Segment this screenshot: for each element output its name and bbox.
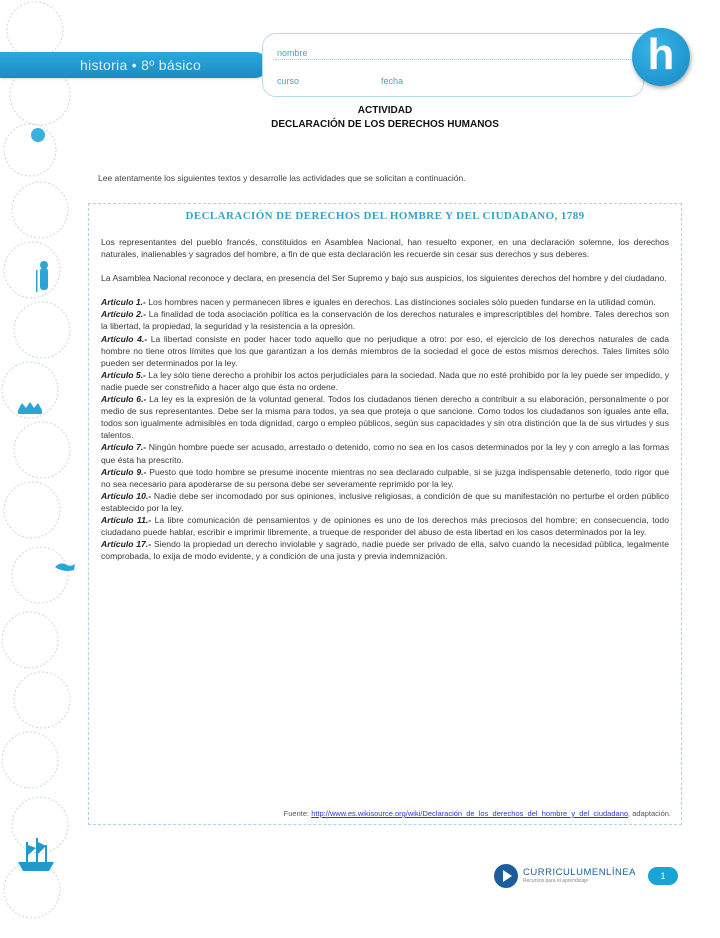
article-paragraph bbox=[101, 514, 669, 538]
article-text: La ley es la expresión de la voluntad general. Todos los ciudadanos tienen derecho a contribuir a su elaboración, personalmente o por medio de sus representantes. Debe ser la misma para todos, ya sea que proteja o que sancione. Como todos los ciudadanos son iguales ante ella, todos son igualmente admisibles en toda dignidad, cargo o empleo públicos, según sus capacidades y sin otra distinción que la de sus virtudes y sus talentos. bbox=[101, 394, 669, 441]
globe-icon bbox=[31, 128, 45, 142]
article-paragraph bbox=[101, 538, 669, 562]
brand-subtitle: Recursos para el aprendizaje bbox=[523, 877, 589, 884]
article-text: La libertad consiste en poder hacer todo aquello que no perjudique a otro: por eso, el ejercicio de los derechos naturales de cada hombre no tiene otros límites que los que garantizan a los demás miembros de la sociedad el goce de estos mismos derechos. Tales límites sólo pueden ser determinados por la ley. bbox=[101, 333, 669, 368]
article-label: Artículo 9.- bbox=[101, 466, 147, 477]
source-content bbox=[89, 222, 681, 562]
article-label: Artículo 4.- bbox=[101, 333, 148, 344]
bird-icon bbox=[55, 563, 75, 571]
article-label: Artículo 5.- bbox=[101, 369, 146, 380]
date-label: fecha bbox=[381, 76, 404, 86]
explorer-figure-icon bbox=[36, 261, 48, 292]
article-paragraph bbox=[101, 296, 669, 308]
article-paragraph bbox=[101, 393, 669, 441]
article-label: Artículo 10.- bbox=[101, 490, 152, 501]
article-paragraph bbox=[101, 441, 669, 465]
article-paragraph bbox=[101, 466, 669, 490]
article-label: Artículo 6.- bbox=[101, 394, 147, 405]
article-paragraph bbox=[101, 369, 669, 393]
source-title: DECLARACIÓN DE DERECHOS DEL HOMBRE Y DEL CIUDADANO, 1789 bbox=[185, 210, 585, 222]
article-label: Artículo 2.- bbox=[101, 309, 147, 320]
intro-paragraph: La Asamblea Nacional reconoce y declara, en presencia del Ser Supremo y bajo sus auspicios, los siguientes derechos del hombre y del ciudadano. bbox=[101, 273, 667, 284]
historia-logo: h bbox=[632, 28, 690, 86]
intro-paragraph: Los representantes del pueblo francés, constituidos en Asamblea Nacional, han resuelto exponer, en una declaración solemne, los derechos naturales, inalienables y sagrados del hombre, a fin de que esta declaración les recuerde sin cesar sus derechos y sus deberes. bbox=[101, 237, 669, 260]
source-citation bbox=[284, 809, 671, 818]
source-prefix: Fuente: bbox=[283, 809, 310, 818]
article-text: Nadie debe ser incomodado por sus opiniones, inclusive religiosas, a condición de que su manifestación no perturbe el orden público establecido por la ley. bbox=[101, 490, 669, 513]
swirl-pattern-icon bbox=[0, 0, 80, 933]
article-label: Artículo 11.- bbox=[101, 514, 152, 525]
article-text: Ningún hombre puede ser acusado, arrestado o detenido, como no sea en los casos determinados por la ley y con arreglo a las formas que ésta ha prescrito. bbox=[101, 442, 669, 465]
decorative-side-border bbox=[0, 0, 80, 933]
course-label: curso bbox=[277, 76, 300, 86]
article-paragraph bbox=[101, 490, 669, 514]
activity-title-line2: DECLARACIÓN DE LOS DERECHOS HUMANOS bbox=[271, 119, 499, 130]
article-text: La libre comunicación de pensamientos y de opiniones es uno de los derechos más preciosos del hombre; en consecuencia, todo ciudadano puede hablar, escribir e imprimir libremente, a trueque de responder del abuso de esta libertad en los casos determinados por la ley. bbox=[101, 514, 669, 538]
article-text: Los hombres nacen y permanecen libres e iguales en derechos. Las distinciones sociales sólo pueden fundarse en la utilidad común. bbox=[145, 297, 656, 308]
source-link[interactable]: http://www.es.wikisource.org/wiki/Declaración_de_los_derechos_del_hombre_y_del_ciudadano bbox=[311, 809, 629, 818]
article-text: Siendo la propiedad un derecho inviolable y sagrado, nadie puede ser privado de ella, salvo cuando la necesidad pública, legalmente comprobada, lo exija de modo evidente, y a condición de una justa y previa indemnización. bbox=[101, 539, 669, 562]
student-info-box bbox=[262, 33, 644, 97]
instructions-text: Lee atentamente los siguientes textos y desarrolle las actividades que se solicitan a continuación. bbox=[98, 173, 466, 183]
article-label: Artículo 1.- bbox=[101, 297, 146, 308]
article-label: Artículo 7.- bbox=[101, 442, 147, 453]
subject-label: historia • 8º básico bbox=[80, 57, 202, 73]
article-paragraph bbox=[101, 308, 669, 332]
curriculum-logo[interactable] bbox=[494, 864, 636, 888]
article-text: La ley sólo tiene derecho a prohibir los actos perjudiciales para la sociedad. Nada que no esté prohibido por la ley puede ser impedido, y nadie puede ser constreñido a hacer algo que ésta no ordene. bbox=[101, 369, 669, 392]
article-text: Puesto que todo hombre se presume inocente mientras no sea declarado culpable, si se juzga indispensable detenerlo, todo rigor que no sea necesario para apoderarse de su persona debe ser severamente reprimido por la ley. bbox=[101, 466, 669, 489]
source-text-box bbox=[88, 203, 682, 825]
subject-band bbox=[0, 52, 268, 78]
ship-icon bbox=[18, 838, 54, 871]
article-label: Artículo 17.- bbox=[101, 539, 152, 550]
brand-name: CURRICULUMENLÍNEA bbox=[523, 866, 637, 878]
activity-title bbox=[200, 104, 570, 132]
name-field[interactable] bbox=[275, 59, 633, 60]
activity-title-line1: ACTIVIDAD bbox=[357, 105, 413, 116]
page-number: 1 bbox=[648, 867, 678, 885]
play-icon bbox=[494, 864, 518, 888]
article-text: La finalidad de toda asociación política es la conservación de los derechos naturales e imprescriptibles del hombre. Tales derechos son la libertad, la propiedad, la seguridad y la resistencia a la opresión. bbox=[101, 309, 669, 332]
name-label: nombre bbox=[277, 48, 308, 58]
crown-icon bbox=[18, 402, 42, 414]
source-suffix: , adaptación. bbox=[628, 809, 671, 818]
article-paragraph bbox=[101, 333, 669, 369]
